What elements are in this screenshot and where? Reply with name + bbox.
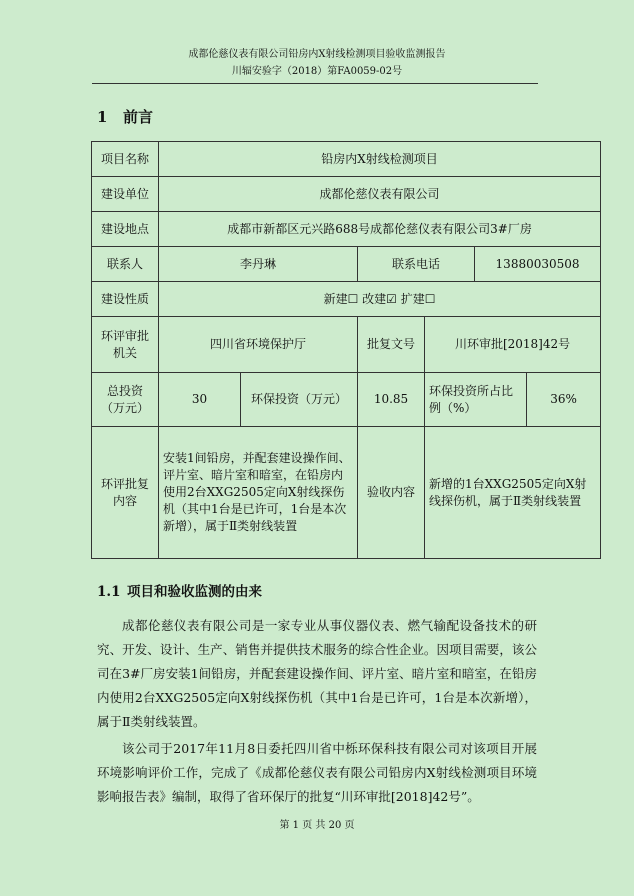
cell-label: 环评批复内容 [92,427,159,559]
header-rule [92,83,538,84]
checkbox-rebuild: ☑ [386,291,397,306]
cell-label: 环保投资所占比例（%） [425,373,527,427]
construction-type-options [159,282,601,317]
table-row [92,427,601,559]
cell-value: 李丹琳 [159,247,358,282]
cell-value: 30 [159,373,241,427]
body-paragraph: 该公司于2017年11月8日委托四川省中栎环保科技有限公司对该项目开展环境影响评价工作，完成了《成都伦慈仪表有限公司铅房内X射线检测项目环境影响报告表》编制，取得了省环保厅的批复“川环审批[2018]42号”。 [97,741,537,804]
cell-label: 建设单位 [92,177,159,212]
cell-value: 10.85 [358,373,425,427]
checkbox-new: ☐ [347,291,359,306]
option-rebuild: 改建 [358,291,387,306]
project-info-table [91,141,601,559]
section-heading-1 [97,106,153,127]
cell-label: 建设性质 [92,282,159,317]
table-row [92,282,601,317]
cell-label: 联系人 [92,247,159,282]
page-header [0,46,634,80]
table-row [92,177,601,212]
cell-label: 总投资（万元） [92,373,159,427]
table-row [92,142,601,177]
cell-value: 成都市新都区元兴路688号成都伦慈仪表有限公司3#厂房 [159,212,601,247]
section-title: 前言 [123,108,154,126]
report-number: 川辐安验字（2018）第FA0059-02号 [231,66,403,77]
section-title: 项目和验收监测的由来 [127,584,262,600]
cell-value: 川环审批[2018]42号 [425,317,601,373]
cell-label: 批复文号 [358,317,425,373]
table-row [92,212,601,247]
cell-label: 验收内容 [358,427,425,559]
cell-label: 环评审批机关 [92,317,159,373]
cell-value: 四川省环境保护厅 [159,317,358,373]
checkbox-expand: ☐ [424,291,436,306]
option-new: 新建 [323,291,348,306]
cell-value: 36% [527,373,601,427]
section-number: 1 [97,108,108,126]
report-title: 成都伦慈仪表有限公司铅房内X射线检测项目验收监测报告 [188,49,446,60]
option-expand: 扩建 [396,291,425,306]
cell-label: 环保投资（万元） [241,373,358,427]
cell-value: 13880030508 [475,247,601,282]
table-row [92,247,601,282]
page-footer: 第 1 页 共 20 页 [279,820,355,831]
section-heading-1-1 [97,580,262,600]
body-paragraph: 成都伦慈仪表有限公司是一家专业从事仪器仪表、燃气输配设备技术的研究、开发、设计、生产、销售并提供技术服务的综合性企业。因项目需要，该公司在3#厂房安装1间铅房，并配套建设操作间、评片室、暗片室和暗室，在铅房内使用2台XXG2505定向X射线探伤机（其中1台是已许可，1台是本次新增），属于Ⅱ类射线装置。 [97,618,537,729]
cell-value: 安装1间铅房，并配套建设操作间、评片室、暗片室和暗室，在铅房内使用2台XXG2505定向X射线探伤机（其中1台是已许可，1台是本次新增），属于Ⅱ类射线装置 [159,427,358,559]
cell-label: 建设地点 [92,212,159,247]
cell-value: 铅房内X射线检测项目 [159,142,601,177]
table-row [92,373,601,427]
section-number: 1.1 [97,584,121,600]
cell-value: 新增的1台XXG2505定向X射线探伤机，属于Ⅱ类射线装置 [425,427,601,559]
table-row [92,317,601,373]
cell-label: 项目名称 [92,142,159,177]
cell-label: 联系电话 [358,247,475,282]
cell-value: 成都伦慈仪表有限公司 [159,177,601,212]
